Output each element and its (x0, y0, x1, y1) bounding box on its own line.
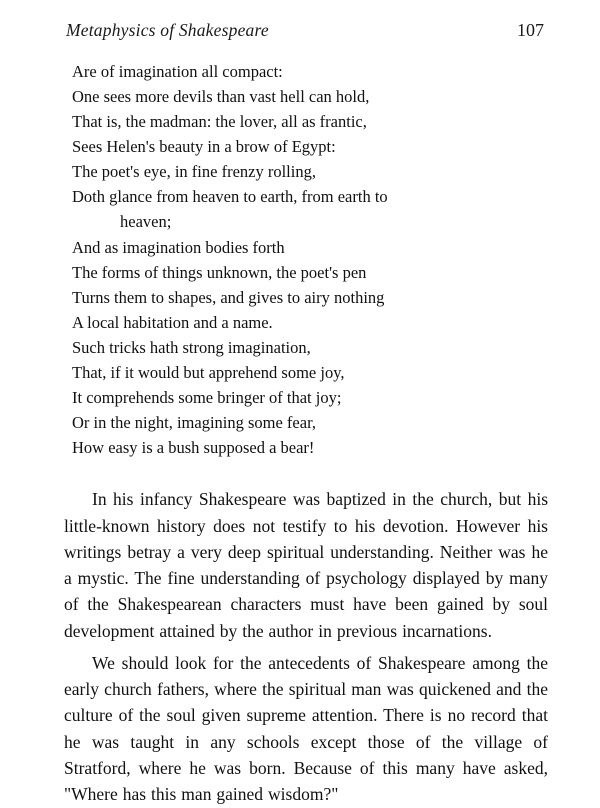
running-title: Metaphysics of Shakespeare (66, 20, 269, 40)
verse-line: How easy is a bush supposed a bear! (72, 438, 315, 458)
verse-line: The poet's eye, in fine frenzy rolling, (72, 162, 316, 182)
verse-line: Sees Helen's beauty in a brow of Egypt: (72, 137, 336, 157)
verse-line: Or in the night, imagining some fear, (72, 413, 317, 433)
verse-line: Are of imagination all compact: (72, 62, 283, 81)
verse-line: A local habitation and a name. (72, 312, 273, 332)
verse-line: And as imagination bodies forth (72, 237, 285, 257)
verse-line: That, if it would but apprehend some joy, (72, 362, 345, 382)
verse-line: One sees more devils than vast hell can hold, (72, 87, 370, 107)
verse-line: heaven; (120, 212, 172, 232)
page-header (64, 20, 548, 41)
verse-line: Such tricks hath strong imagination, (72, 337, 311, 357)
verse-line: The forms of things unknown, the poet's pen (72, 262, 367, 282)
body-paragraph: In his infancy Shakespeare was baptized in the church, but his little-known history does not testify to his devotion. However his writings betray a very deep spiritual understanding. Neither was he a mystic. The fine understanding of psychology displayed by many of the Shakespearean characters must have been gained by soul development attained by the author in previous incarnations. (64, 489, 548, 641)
verse-line: That is, the madman: the lover, all as frantic, (72, 112, 367, 132)
verse-line: Doth glance from heaven to earth, from earth to (72, 187, 388, 207)
verse-line: It comprehends some bringer of that joy; (72, 388, 342, 408)
body-paragraph: We should look for the antecedents of Shakespeare among the early church fathers, where the spiritual man was quickened and the culture of the soul given supreme attention. There is no record that he was taught in any schools except those of the village of Stratford, where he was born. Because of this many have asked, "Where has this man gained wisdom?" (64, 652, 548, 804)
page-number: 107 (517, 20, 544, 40)
verse-line: Turns them to shapes, and gives to airy nothing (72, 287, 385, 307)
verse-block (64, 59, 548, 460)
